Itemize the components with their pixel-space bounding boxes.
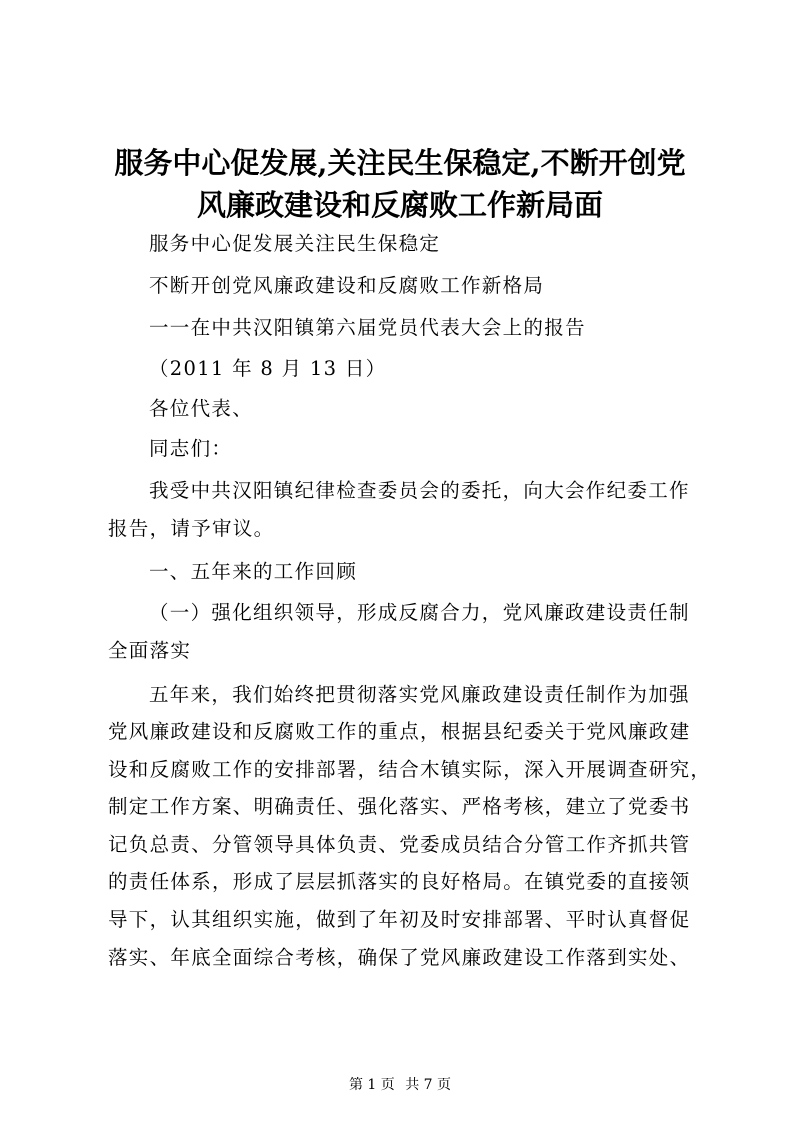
subsection-heading-line-2: 全面落实 <box>108 639 192 662</box>
subsection-heading-line-1: （一）强化组织领导，形成反腐合力，党风廉政建设责任制 <box>149 601 690 624</box>
body-paragraph-line: 制定工作方案、明确责任、强化落实、严格考核，建立了党委书 <box>108 795 691 818</box>
body-paragraph-line: 记负总责、分管领导具体负责、党委成员结合分管工作齐抓共管 <box>108 833 691 856</box>
section-heading: 一、五年来的工作回顾 <box>149 560 358 583</box>
body-paragraph-line: 五年来，我们始终把贯彻落实党风廉政建设责任制作为加强 <box>149 683 690 706</box>
body-paragraph-line: 落实、年底全面综合考核，确保了党风廉政建设工作落到实处、 <box>108 946 691 969</box>
subtitle-line-2: 不断开创党风廉政建设和反腐败工作新格局 <box>149 274 545 297</box>
page-footer <box>0 1075 800 1095</box>
body-paragraph-line: 设和反腐败工作的安排部署，结合木镇实际，深入开展调查研究， <box>108 758 712 781</box>
subtitle-line-3: 一一在中共汉阳镇第六届党员代表大会上的报告 <box>149 316 586 339</box>
body-paragraph-line: 的责任体系，形成了层层抓落实的良好格局。在镇党委的直接领 <box>108 870 691 893</box>
intro-paragraph-line-1: 我受中共汉阳镇纪律检查委员会的委托，向大会作纪委工作 <box>149 479 690 502</box>
document-title-line-2: 风廉政建设和反腐败工作新局面 <box>196 188 603 222</box>
page-number: 第 1 页 <box>348 1077 395 1093</box>
salutation-delegates: 各位代表、 <box>149 397 254 420</box>
body-paragraph-line: 党风廉政建设和反腐败工作的重点，根据县纪委关于党风廉政建 <box>108 720 691 743</box>
report-date: （2011 年 8 月 13 日） <box>149 357 387 380</box>
body-paragraph-line: 导下，认其组织实施，做到了年初及时安排部署、平时认真督促 <box>108 908 691 931</box>
intro-paragraph-line-2: 报告，请予审议。 <box>108 517 275 540</box>
document-title-line-1: 服务中心促发展,关注民生保稳定,不断开创党 <box>114 146 686 180</box>
salutation-comrades: 同志们： <box>149 437 233 460</box>
page-total: 共 7 页 <box>405 1077 452 1093</box>
subtitle-line-1: 服务中心促发展关注民生保稳定 <box>149 232 441 255</box>
